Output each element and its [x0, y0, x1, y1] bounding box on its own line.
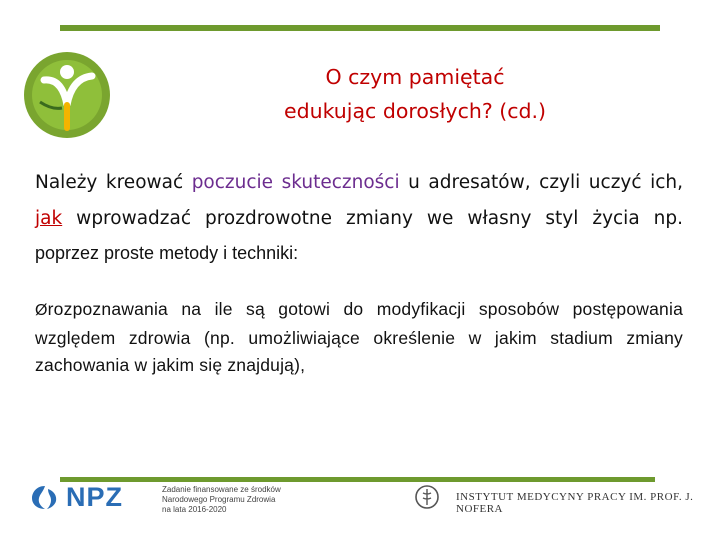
title-line-1: O czym pamiętać — [325, 65, 505, 89]
funding-line-2: Narodowego Programu Zdrowia — [162, 495, 276, 504]
institute-name: INSTYTUT MEDYCYNY PRACY IM. PROF. J. NOFERA — [456, 491, 694, 512]
paragraph-highlight: poczucie skuteczności — [191, 172, 400, 193]
paragraph-text-2: u adresatów, czyli uczyć ich, — [399, 172, 683, 193]
funding-line-3: na lata 2016-2020 — [162, 505, 227, 512]
paragraph-text-4: poprzez proste metody i techniki: — [35, 243, 299, 263]
funding-line-1: Zadanie finansowane ze środków — [162, 485, 281, 494]
top-divider — [60, 25, 660, 31]
paragraph-text-3: wprowadzać prozdrowotne zmiany we własny styl życia np. — [62, 207, 683, 229]
bullet-arrow-icon: Ø — [35, 302, 48, 319]
health-program-logo — [22, 50, 112, 140]
bullet-text: rozpoznawania na ile są gotowi do modyfikacji sposobów postępowania względem zdrowia (np. umożliwiające określenie w jakim stadium zmiany zachowania w jakim się znajdują), — [35, 299, 683, 375]
title-line-2: edukując dorosłych? (cd.) — [283, 99, 547, 123]
bullet-item — [35, 296, 683, 380]
npz-wordmark: NPZ — [66, 482, 123, 512]
institute-logo-icon — [413, 484, 441, 510]
paragraph-jak: jak — [35, 207, 63, 229]
slide-title — [230, 60, 600, 128]
main-paragraph — [35, 166, 683, 272]
funding-note — [162, 485, 302, 512]
npz-logo-icon — [30, 484, 60, 510]
paragraph-text-1: Należy kreować — [35, 172, 192, 193]
footer — [0, 482, 720, 512]
